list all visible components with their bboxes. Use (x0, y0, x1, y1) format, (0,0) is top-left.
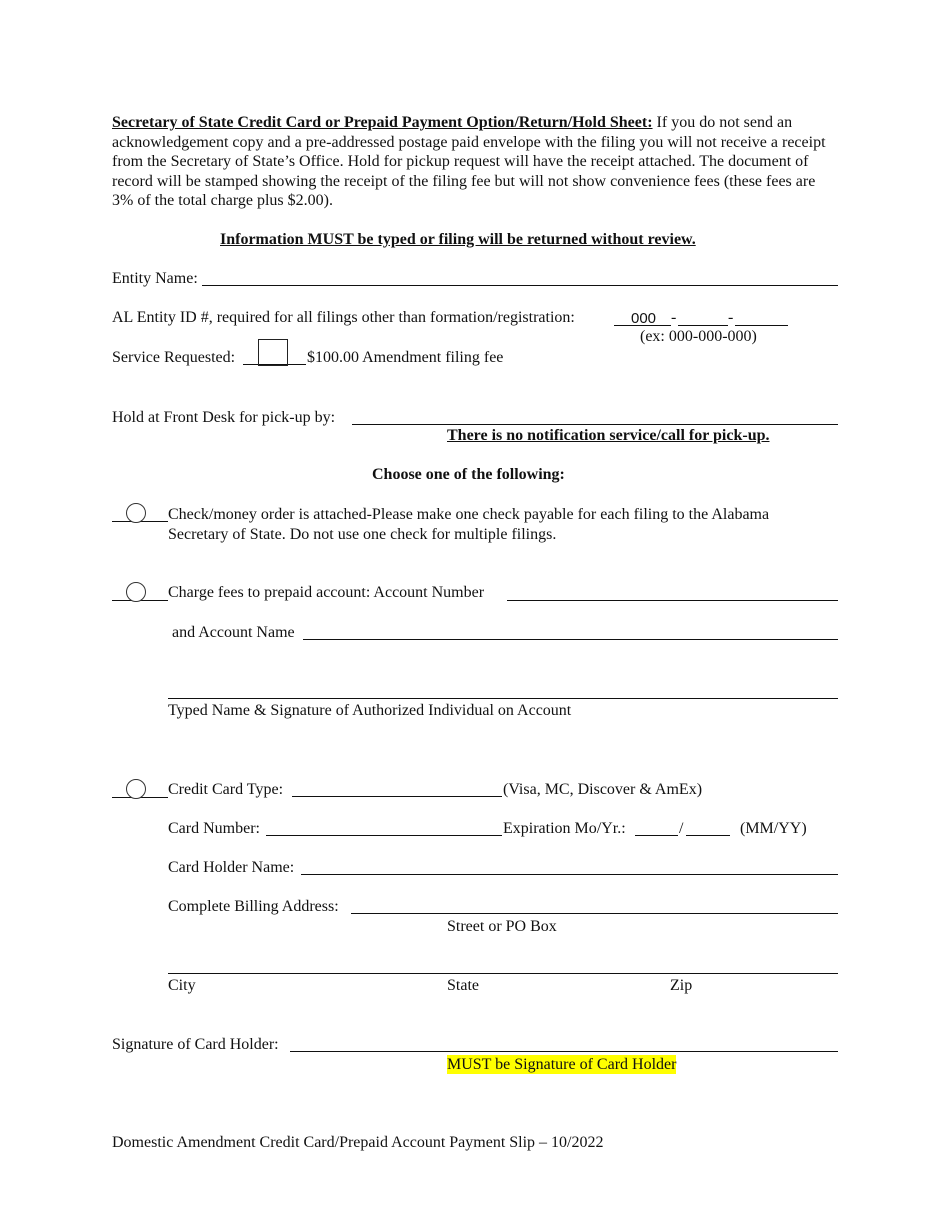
expiration-year-field[interactable] (686, 835, 730, 836)
billing-address-label: Complete Billing Address: (168, 898, 339, 915)
footer-text: Domestic Amendment Credit Card/Prepaid Account Payment Slip – 10/2022 (112, 1134, 604, 1151)
account-name-label: and Account Name (172, 624, 295, 641)
card-option-radio[interactable] (126, 779, 146, 799)
expiration-label: Expiration Mo/Yr.: (503, 820, 626, 837)
card-holder-name-label: Card Holder Name: (168, 859, 295, 876)
expiration-separator: / (679, 820, 684, 837)
amendment-fee-checkbox[interactable] (258, 339, 288, 366)
entity-id-part1-value: 000 (631, 310, 657, 327)
entity-id-separator-2: - (728, 309, 734, 326)
intro-paragraph (112, 113, 836, 211)
check-option-text-line2: Secretary of State. Do not use one check for multiple filings. (168, 526, 557, 543)
street-caption: Street or PO Box (447, 918, 557, 935)
entity-id-part3-field[interactable] (735, 325, 788, 326)
no-notification-note: There is no notification service/call for pick-up. (447, 427, 770, 444)
card-number-field[interactable] (266, 835, 502, 836)
form-title: Secretary of State Credit Card or Prepaid Payment Option/Return/Hold Sheet: (112, 114, 653, 131)
prepaid-option-radio[interactable] (126, 582, 146, 602)
authorized-signature-caption: Typed Name & Signature of Authorized Individual on Account (168, 702, 572, 719)
amendment-fee-text: $100.00 Amendment filing fee (307, 349, 504, 366)
billing-city-state-zip-field[interactable] (168, 973, 838, 974)
hold-pickup-label: Hold at Front Desk for pick-up by: (112, 409, 336, 426)
typed-notice: Information MUST be typed or filing will be returned without review. (220, 231, 696, 248)
card-holder-name-field[interactable] (301, 874, 838, 875)
account-number-field[interactable] (507, 600, 838, 601)
signature-requirement-note: MUST be Signature of Card Holder (447, 1056, 677, 1073)
billing-street-field[interactable] (351, 913, 838, 914)
account-number-label: Charge fees to prepaid account: Account Number (168, 584, 485, 601)
check-option-text-line1: Check/money order is attached-Please make one check payable for each filing to the Alabama (168, 506, 770, 523)
entity-id-example: (ex: 000-000-000) (640, 328, 757, 345)
card-holder-signature-label: Signature of Card Holder: (112, 1036, 279, 1053)
account-name-field[interactable] (303, 639, 838, 640)
expiration-hint: (MM/YY) (740, 820, 807, 837)
check-option-radio[interactable] (126, 503, 146, 523)
service-requested-label: Service Requested: (112, 349, 236, 366)
choose-one-heading: Choose one of the following: (372, 466, 565, 483)
card-holder-signature-field[interactable] (290, 1051, 838, 1052)
entity-name-label: Entity Name: (112, 270, 198, 287)
hold-pickup-field[interactable] (352, 424, 838, 425)
card-number-label: Card Number: (168, 820, 260, 837)
entity-id-separator-1: - (671, 309, 677, 326)
intro-body: If you do not send an acknowledgement copy and a pre-addressed postage paid envelope with the filing you will not receive a receipt from the Secretary of State’s Office. Hold for pickup request will have the receipt attached. The document of record will be stamped showing the receipt of the filing fee but will not show convenience fees (these fees are 3% of the total charge plus $2.00). (112, 114, 826, 210)
card-type-label: Credit Card Type: (168, 781, 284, 798)
card-type-hint: (Visa, MC, Discover & AmEx) (503, 781, 703, 798)
zip-caption: Zip (670, 977, 693, 994)
city-caption: City (168, 977, 196, 994)
expiration-month-field[interactable] (635, 835, 678, 836)
authorized-signature-field[interactable] (168, 698, 838, 699)
card-type-field[interactable] (292, 796, 502, 797)
entity-id-label: AL Entity ID #, required for all filings other than formation/registration: (112, 309, 575, 326)
entity-name-field[interactable] (202, 285, 838, 286)
state-caption: State (447, 977, 479, 994)
entity-id-part2-field[interactable] (678, 325, 728, 326)
